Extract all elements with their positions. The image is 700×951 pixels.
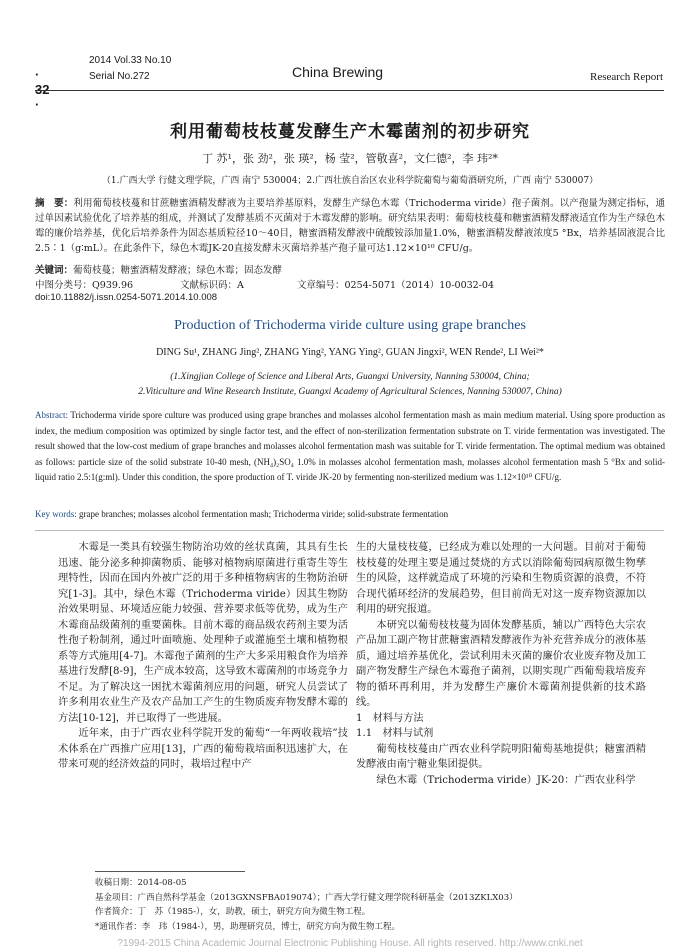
abstract-en — [35, 408, 665, 486]
doi: doi:10.11882/j.issn.0254-5071.2014.10.008 — [35, 292, 218, 303]
abstract-en-text: Trichoderma viride spore culture was produced using grape branches and molasses alcohol fermentation mash as main medium material. Using spore production as index, the medium composition was optimized by single factor test, and the effect of non-sterilization fermentation substrate on T. viride fermentation was investigated. The result showed that the low-cost medium of grape branches and molasses alcohol fermentation mash was suitable for T. viride fermentation. The optimal medium was obtained as follows: particle size of the solid substrate 10-40 mesh, (NH₄)₂SO₄ 1.0% in molasses alcohol fermentation mash, molasses alcohol fermentation mash 5 °Bx and solid-liquid ratio 2.5:1(g:ml). Under this condition, the spore production of T. viride JK-20 by fermenting non-sterilized medium was 1.12×10¹⁰ CFU/g. — [35, 410, 666, 483]
header-rule — [35, 90, 664, 91]
affiliation-en-line: 2.Viticulture and Wine Research Institute, Guangxi Academy of Agricultural Sciences, Nanning 530007, China) — [138, 387, 562, 397]
keywords-en-label: Key words: — [35, 509, 79, 519]
authors-cn: 丁 苏¹，张 劲²，张 瑛²，杨 莹²，管敬喜²，文仁德²，李 玮²* — [202, 152, 498, 165]
section-heading: 1 材料与方法 — [356, 712, 424, 724]
abstract-rule — [35, 530, 664, 531]
keywords-cn-label: 关键词： — [35, 265, 74, 276]
footnote-corresponding: *通讯作者：李 玮（1984-），男，助理研究员，博士，研究方向为微生物工程。 — [95, 921, 401, 932]
keywords-cn-text: 葡萄枝蔓；糖蜜酒精发酵液；绿色木霉；固态发酵 — [73, 265, 283, 276]
body-column-left — [58, 540, 348, 773]
body-paragraph: 生的大量枝枝蔓，已经成为难以处理的一大问题。目前对于葡萄枝枝蔓的处理主要是通过焚烧的方式以消除葡萄园病原微生物孳生的风险，这样就造成了环境的污染和生物质资源的浪费，不符合现代循环经济的发展趋势，但目前尚无对这一废弃物资源加以利用的研究报道。 — [356, 542, 646, 615]
classification-line — [35, 277, 665, 292]
footnotes — [95, 876, 518, 934]
footnote-author-bio: 作者简介：丁 苏（1985-），女，助教，硕士，研究方向为微生物工程。 — [95, 907, 371, 917]
body-paragraph: 近年来，由于广西农业科学院开发的葡萄“一年两收栽培”技术体系在广西推广应用[13]，广西的葡萄栽培面积迅速扩大，在带来可观的经济效益的同时，栽培过程中产 — [58, 728, 348, 770]
clc-number: 中图分类号：Q939.96 — [35, 280, 134, 291]
abstract-en-label: Abstract: — [35, 410, 71, 420]
document-code: 文献标识码：A — [180, 280, 244, 291]
keywords-en-text: grape branches; molasses alcohol fermentation mash; Trichoderma viride; solid-substrate fermentation — [79, 509, 449, 519]
journal-name: China Brewing — [292, 64, 384, 80]
article-number: 文章编号：0254-5071（2014）10-0032-04 — [297, 280, 495, 291]
page-number: · 32 · — [35, 67, 50, 112]
subsection-heading: 1.1 材料与试剂 — [356, 728, 434, 739]
footnote-rule — [95, 871, 245, 872]
affiliation-en-line: (1.Xingjian College of Science and Liberal Arts, Guangxi University, Nanning 530004, China; — [170, 372, 530, 382]
keywords-en — [35, 509, 448, 519]
abstract-cn-text: 利用葡萄枝枝蔓和甘蔗糖蜜酒精发酵液为主要培养基原料，发酵生产绿色木霉（Trichoderma viride）孢子菌剂。以产孢量为测定指标，通过单因素试验优化了培养基的组成，并测试了发酵基质不灭菌对于木霉发酵的影响。研究结果表明：葡萄枝枝蔓和糖蜜酒精发酵液适宜作为生产绿色木霉的廉价培养基，优化后培养条件为固态基质粒径10～40目，糖蜜酒精发酵液中硫酸铵添加量1.0%，糖蜜酒精发酵液浓度5 °Bx，培养基固液混合比2.5∶1（g∶mL）。在此条件下，绿色木霉JK-20直接发酵未灭菌培养基产孢子量可达1.12×10¹⁰ CFU/g。 — [35, 198, 665, 254]
serial-number: Serial No.272 — [89, 71, 150, 82]
body-paragraph: 葡萄枝枝蔓由广西农业科学院明阳葡萄基地提供；糖蜜酒精发酵液由南宁糖业集团提供。 — [356, 743, 646, 770]
paper-title-en: Production of Trichoderma viride culture using grape branches — [174, 318, 526, 333]
footnote-funding: 基金项目：广西自然科学基金（2013GXNSFBA019074）；广西大学行健文理学院科研基金（2013ZKLX03） — [95, 892, 518, 903]
keywords-cn — [35, 262, 282, 276]
abstract-cn-label: 摘 要： — [35, 198, 74, 209]
section-label: Research Report — [590, 71, 663, 83]
affiliation-cn: （1.广西大学 行健文理学院，广西 南宁 530004；2.广西壮族自治区农业科学院葡萄与葡萄酒研究所，广西 南宁 530007） — [101, 176, 599, 186]
footnote-received: 收稿日期：2014-08-05 — [95, 878, 187, 888]
body-paragraph: 本研究以葡萄枝枝蔓为固体发酵基质，辅以广西特色大宗农产品加工副产物甘蔗糖蜜酒精发酵液作为补充营养成分的液体基质，通过培养基优化，尝试利用未灭菌的廉价农业废弃物及加工副产物发酵生产绿色木霉孢子菌剂，以期实现广西葡萄栽培废弃物的循环再利用，并为发酵生产廉价木霉菌剂提供新的技术路线。 — [356, 619, 646, 708]
copyright-notice: ?1994-2015 China Academic Journal Electronic Publishing House. All rights reserved. http://www.cnki.net — [117, 938, 583, 949]
affiliation-en — [0, 370, 700, 400]
body-paragraph: 木霉是一类具有较强生物防治功效的丝状真菌，其具有生长迅速、能分泌多种抑菌物质、能够对植物病原菌进行重寄生等生理特性，因而在国内外被广泛的用于多种植物病害的生物防治研究[1-3]。其中，绿色木霉（Trichoderma viride）因其生物防治效果明显、环境适应能力较强、营养要求低等优势，成为生产木霉商品级菌剂的重要菌株。目前木霉的商品级农药剂主要为活性孢子粉制剂，通过叶面喷施、处理种子或灌施至土壤和植物根系等方式施用[4-7]。木霉孢子菌剂的生产大多采用粮食作为培养基进行发酵[8-9]，生产成本较高，这导致木霉菌剂的市场竞争力不足。为了解决这一困扰木霉菌剂应用的问题，研究人员尝试了许多利用农业生产及农产品加工产生的生物质废弃物发酵木霉的方法[10-12]，并已取得了一些进展。 — [58, 542, 348, 724]
body-column-right — [356, 540, 646, 788]
authors-en: DING Su¹, ZHANG Jing², ZHANG Ying², YANG Ying², GUAN Jingxi², WEN Rende², LI Wei²* — [156, 347, 544, 358]
volume-issue: 2014 Vol.33 No.10 — [89, 55, 172, 66]
body-paragraph: 绿色木霉（Trichoderma viride）JK-20：广西农业科学 — [376, 774, 636, 786]
abstract-cn — [35, 196, 665, 256]
paper-title-cn: 利用葡萄枝枝蔓发酵生产木霉菌剂的初步研究 — [170, 122, 530, 142]
